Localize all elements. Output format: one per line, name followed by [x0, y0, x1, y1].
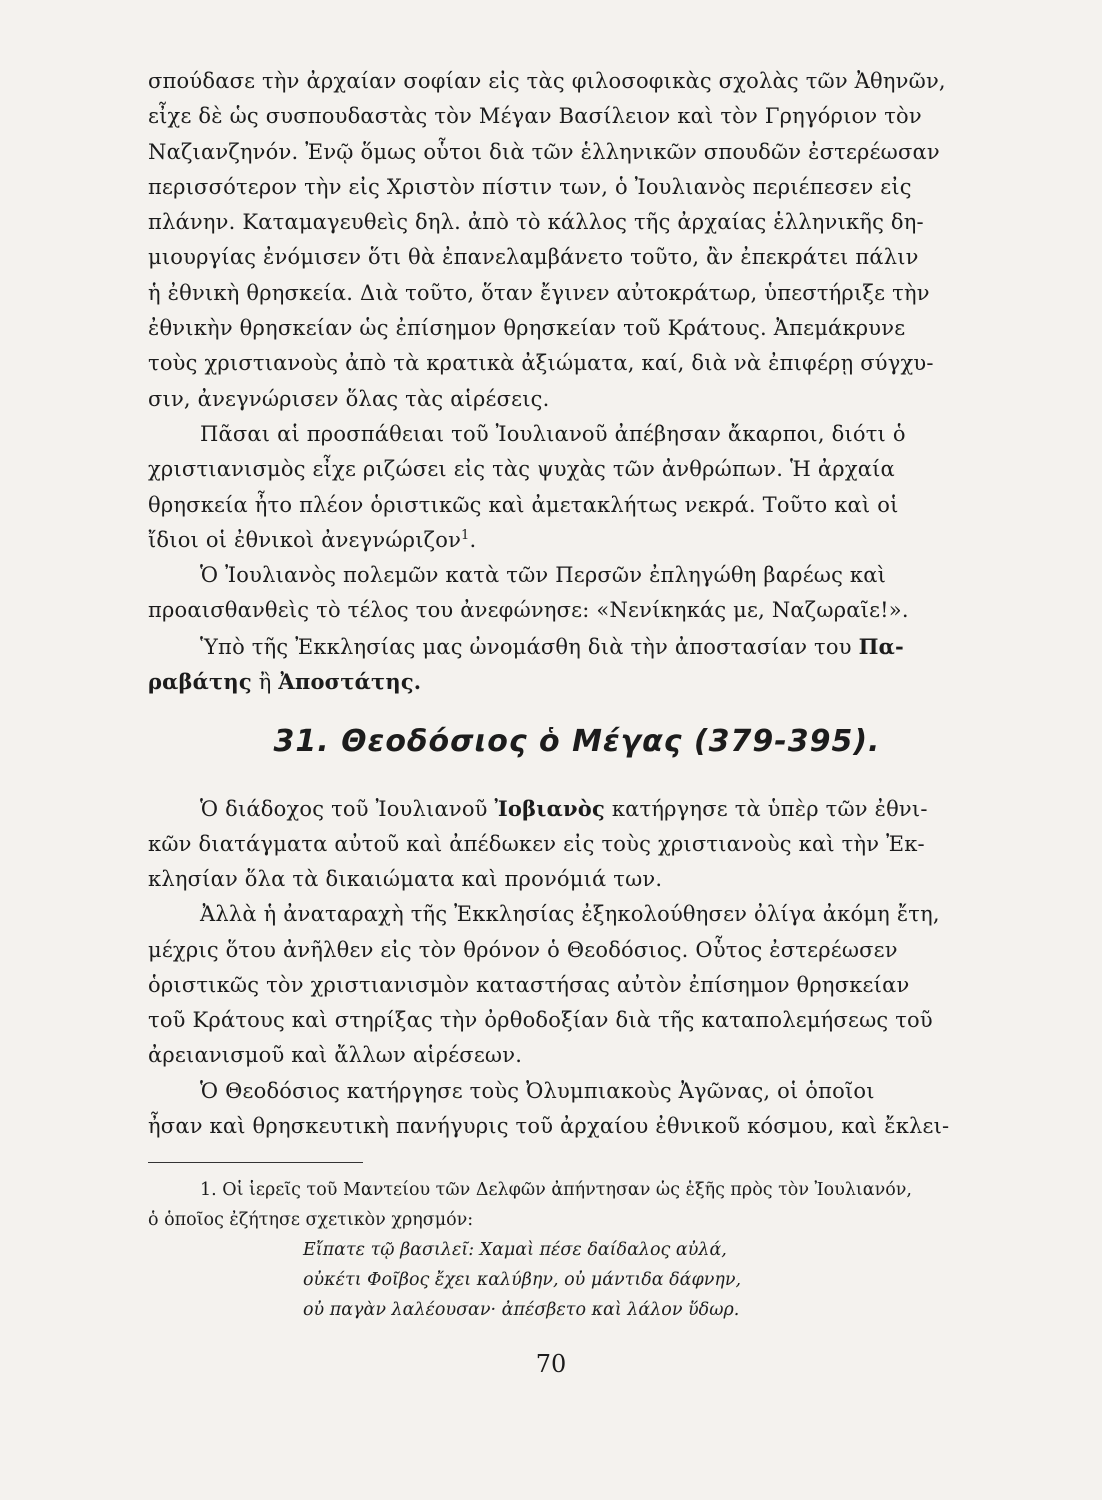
text-line: περισσότερον τὴν εἰς Χριστὸν πίστιν των, ὁ Ἰουλιανὸς περιέπεσεν εἰς	[148, 174, 912, 199]
text-line: σπούδασε τὴν ἀρχαίαν σοφίαν εἰς τὰς φιλοσοφικὰς σχολὰς τῶν Ἀθηνῶν,	[148, 69, 946, 93]
text-line: κῶν διατάγματα αὐτοῦ καὶ ἀπέδωκεν εἰς τοὺς χριστιανοὺς καὶ τὴν Ἐκ-	[148, 831, 925, 856]
verse-line: Εἴπατε τῷ βασιλεῖ: Χαμαὶ πέσε δαίδαλος αὐλά,	[303, 1240, 727, 1261]
page-number: 70	[535, 1350, 567, 1378]
footnote-divider	[148, 1162, 363, 1163]
text-line: προαισθανθεὶς τὸ τέλος του ἀνεφώνησε: «Νενίκηκάς με, Ναζωραῖε!».	[148, 598, 909, 623]
text-line: ἀρειανισμοῦ καὶ ἄλλων αἱρέσεων.	[148, 1043, 523, 1068]
paragraph-3	[148, 558, 1006, 629]
section-heading: 31. Θεοδόσιος ὁ Μέγας (379-395).	[273, 724, 881, 760]
paragraph-1	[148, 64, 1006, 417]
text-span: ἴδιοι οἱ ἐθνικοὶ ἀνεγνώριζον	[148, 527, 462, 552]
footnote-line: 1. Οἱ ἱερεῖς τοῦ Μαντείου τῶν Δελφῶν ἀπήντησαν ὡς ἑξῆς πρὸς τὸν Ἰουλιανόν,	[200, 1180, 912, 1201]
text-line: τοῦ Κράτους καὶ στηρίξας τὴν ὀρθοδοξίαν διὰ τῆς καταπολεμήσεως τοῦ	[148, 1008, 933, 1033]
paragraph-4	[148, 629, 1006, 700]
text-line: ἡ ἐθνικὴ θρησκεία. Διὰ τοῦτο, ὅταν ἔγινεν αὐτοκράτωρ, ὑπεστήριξε τὴν	[148, 280, 930, 305]
text-line: Πᾶσαι αἱ προσπάθειαι τοῦ Ἰουλιανοῦ ἀπέβησαν ἄκαρποι, διότι ὁ	[200, 421, 906, 446]
paragraph-2	[148, 417, 1006, 558]
text-line	[148, 664, 1006, 699]
text-span: ἢ	[251, 670, 279, 695]
bold-term: Ἰοβιανὸς	[494, 796, 605, 822]
verse-line: οὐκέτι Φοῖβος ἔχει καλύβην, οὐ μάντιδα δάφνην,	[303, 1270, 742, 1291]
bold-term: ραβάτης	[148, 669, 252, 695]
text-line: Ὁ Θεοδόσιος κατήργησε τοὺς Ὀλυμπιακοὺς Ἀγῶνας, οἱ ὁποῖοι	[200, 1078, 875, 1103]
bold-term: Πα-	[858, 633, 904, 659]
text-line: Ἀλλὰ ἡ ἀναταραχὴ τῆς Ἐκκλησίας ἐξηκολούθησεν ὀλίγα ἀκόμη ἔτη,	[200, 902, 940, 927]
text-line: Ναζιανζηνόν. Ἐνῷ ὅμως οὗτοι διὰ τῶν ἑλληνικῶν σπουδῶν ἐστερέωσαν	[148, 139, 940, 164]
text-line: θρησκεία ἦτο πλέον ὁριστικῶς καὶ ἀμετακλήτως νεκρά. Τοῦτο καὶ οἱ	[148, 492, 899, 517]
text-line: τοὺς χριστιανοὺς ἀπὸ τὰ κρατικὰ ἀξιώματα, καί, διὰ νὰ ἐπιφέρῃ σύγχυ-	[148, 351, 934, 376]
text-line: μέχρις ὅτου ἀνῆλθεν εἰς τὸν θρόνον ὁ Θεοδόσιος. Οὗτος ἐστερέωσεν	[148, 937, 898, 962]
footnote-reference: 1	[461, 527, 470, 543]
paragraph-6	[148, 897, 1006, 1073]
page-body	[148, 64, 1006, 1325]
footnote	[148, 1175, 1006, 1325]
text-line: σιν, ἀνεγνώρισεν ὅλας τὰς αἱρέσεις.	[148, 386, 550, 411]
text-line: ἦσαν καὶ θρησκευτικὴ πανήγυρις τοῦ ἀρχαίου ἐθνικοῦ κόσμου, καὶ ἔκλει-	[148, 1114, 950, 1139]
verse-line: οὐ παγὰν λαλέουσαν· ἀπέσβετο καὶ λάλον ὕδωρ.	[303, 1300, 740, 1321]
text-line: ἴδιοι οἱ ἐθνικοὶ ἀνεγνώριζον$^1$.	[148, 527, 477, 552]
text-span: Ὑπὸ τῆς Ἐκκλησίας μας ὠνομάσθη διὰ τὴν ἀποστασίαν του	[200, 634, 859, 659]
text-line	[148, 791, 1006, 826]
text-span: Ὁ διάδοχος τοῦ Ἰουλιανοῦ	[200, 797, 495, 822]
text-line: εἶχε δὲ ὡς συσπουδαστὰς τὸν Μέγαν Βασίλειον καὶ τὸν Γρηγόριον τὸν	[148, 104, 922, 129]
text-line	[148, 629, 1006, 664]
paragraph-7	[148, 1074, 1006, 1145]
text-line: κλησίαν ὅλα τὰ δικαιώματα καὶ προνόμιά των.	[148, 866, 663, 891]
paragraph-5	[148, 791, 1006, 897]
text-line: πλάνην. Καταμαγευθεὶς δηλ. ἀπὸ τὸ κάλλος τῆς ἀρχαίας ἑλληνικῆς δη-	[148, 210, 924, 235]
text-span: κατήργησε τὰ ὑπὲρ τῶν ἐθνι-	[604, 797, 928, 822]
text-line: Ὁ Ἰουλιανὸς πολεμῶν κατὰ τῶν Περσῶν ἐπληγώθη βαρέως καὶ	[200, 563, 887, 588]
bold-term: Ἀποστάτης.	[278, 669, 422, 695]
text-line: ἐθνικὴν θρησκείαν ὡς ἐπίσημον θρησκείαν τοῦ Κράτους. Ἀπεμάκρυνε	[148, 316, 906, 341]
text-line: μιουργίας ἐνόμισεν ὅτι θὰ ἐπανελαμβάνετο τοῦτο, ἂν ἐπεκράτει πάλιν	[148, 245, 919, 270]
text-line: χριστιανισμὸς εἶχε ριζώσει εἰς τὰς ψυχὰς τῶν ἀνθρώπων. Ἡ ἀρχαία	[148, 457, 895, 482]
footnote-line: ὁ ὁποῖος ἐζήτησε σχετικὸν χρησμόν:	[148, 1210, 474, 1231]
text-line: ὁριστικῶς τὸν χριστιανισμὸν καταστήσας αὐτὸν ἐπίσημον θρησκείαν	[148, 972, 910, 997]
